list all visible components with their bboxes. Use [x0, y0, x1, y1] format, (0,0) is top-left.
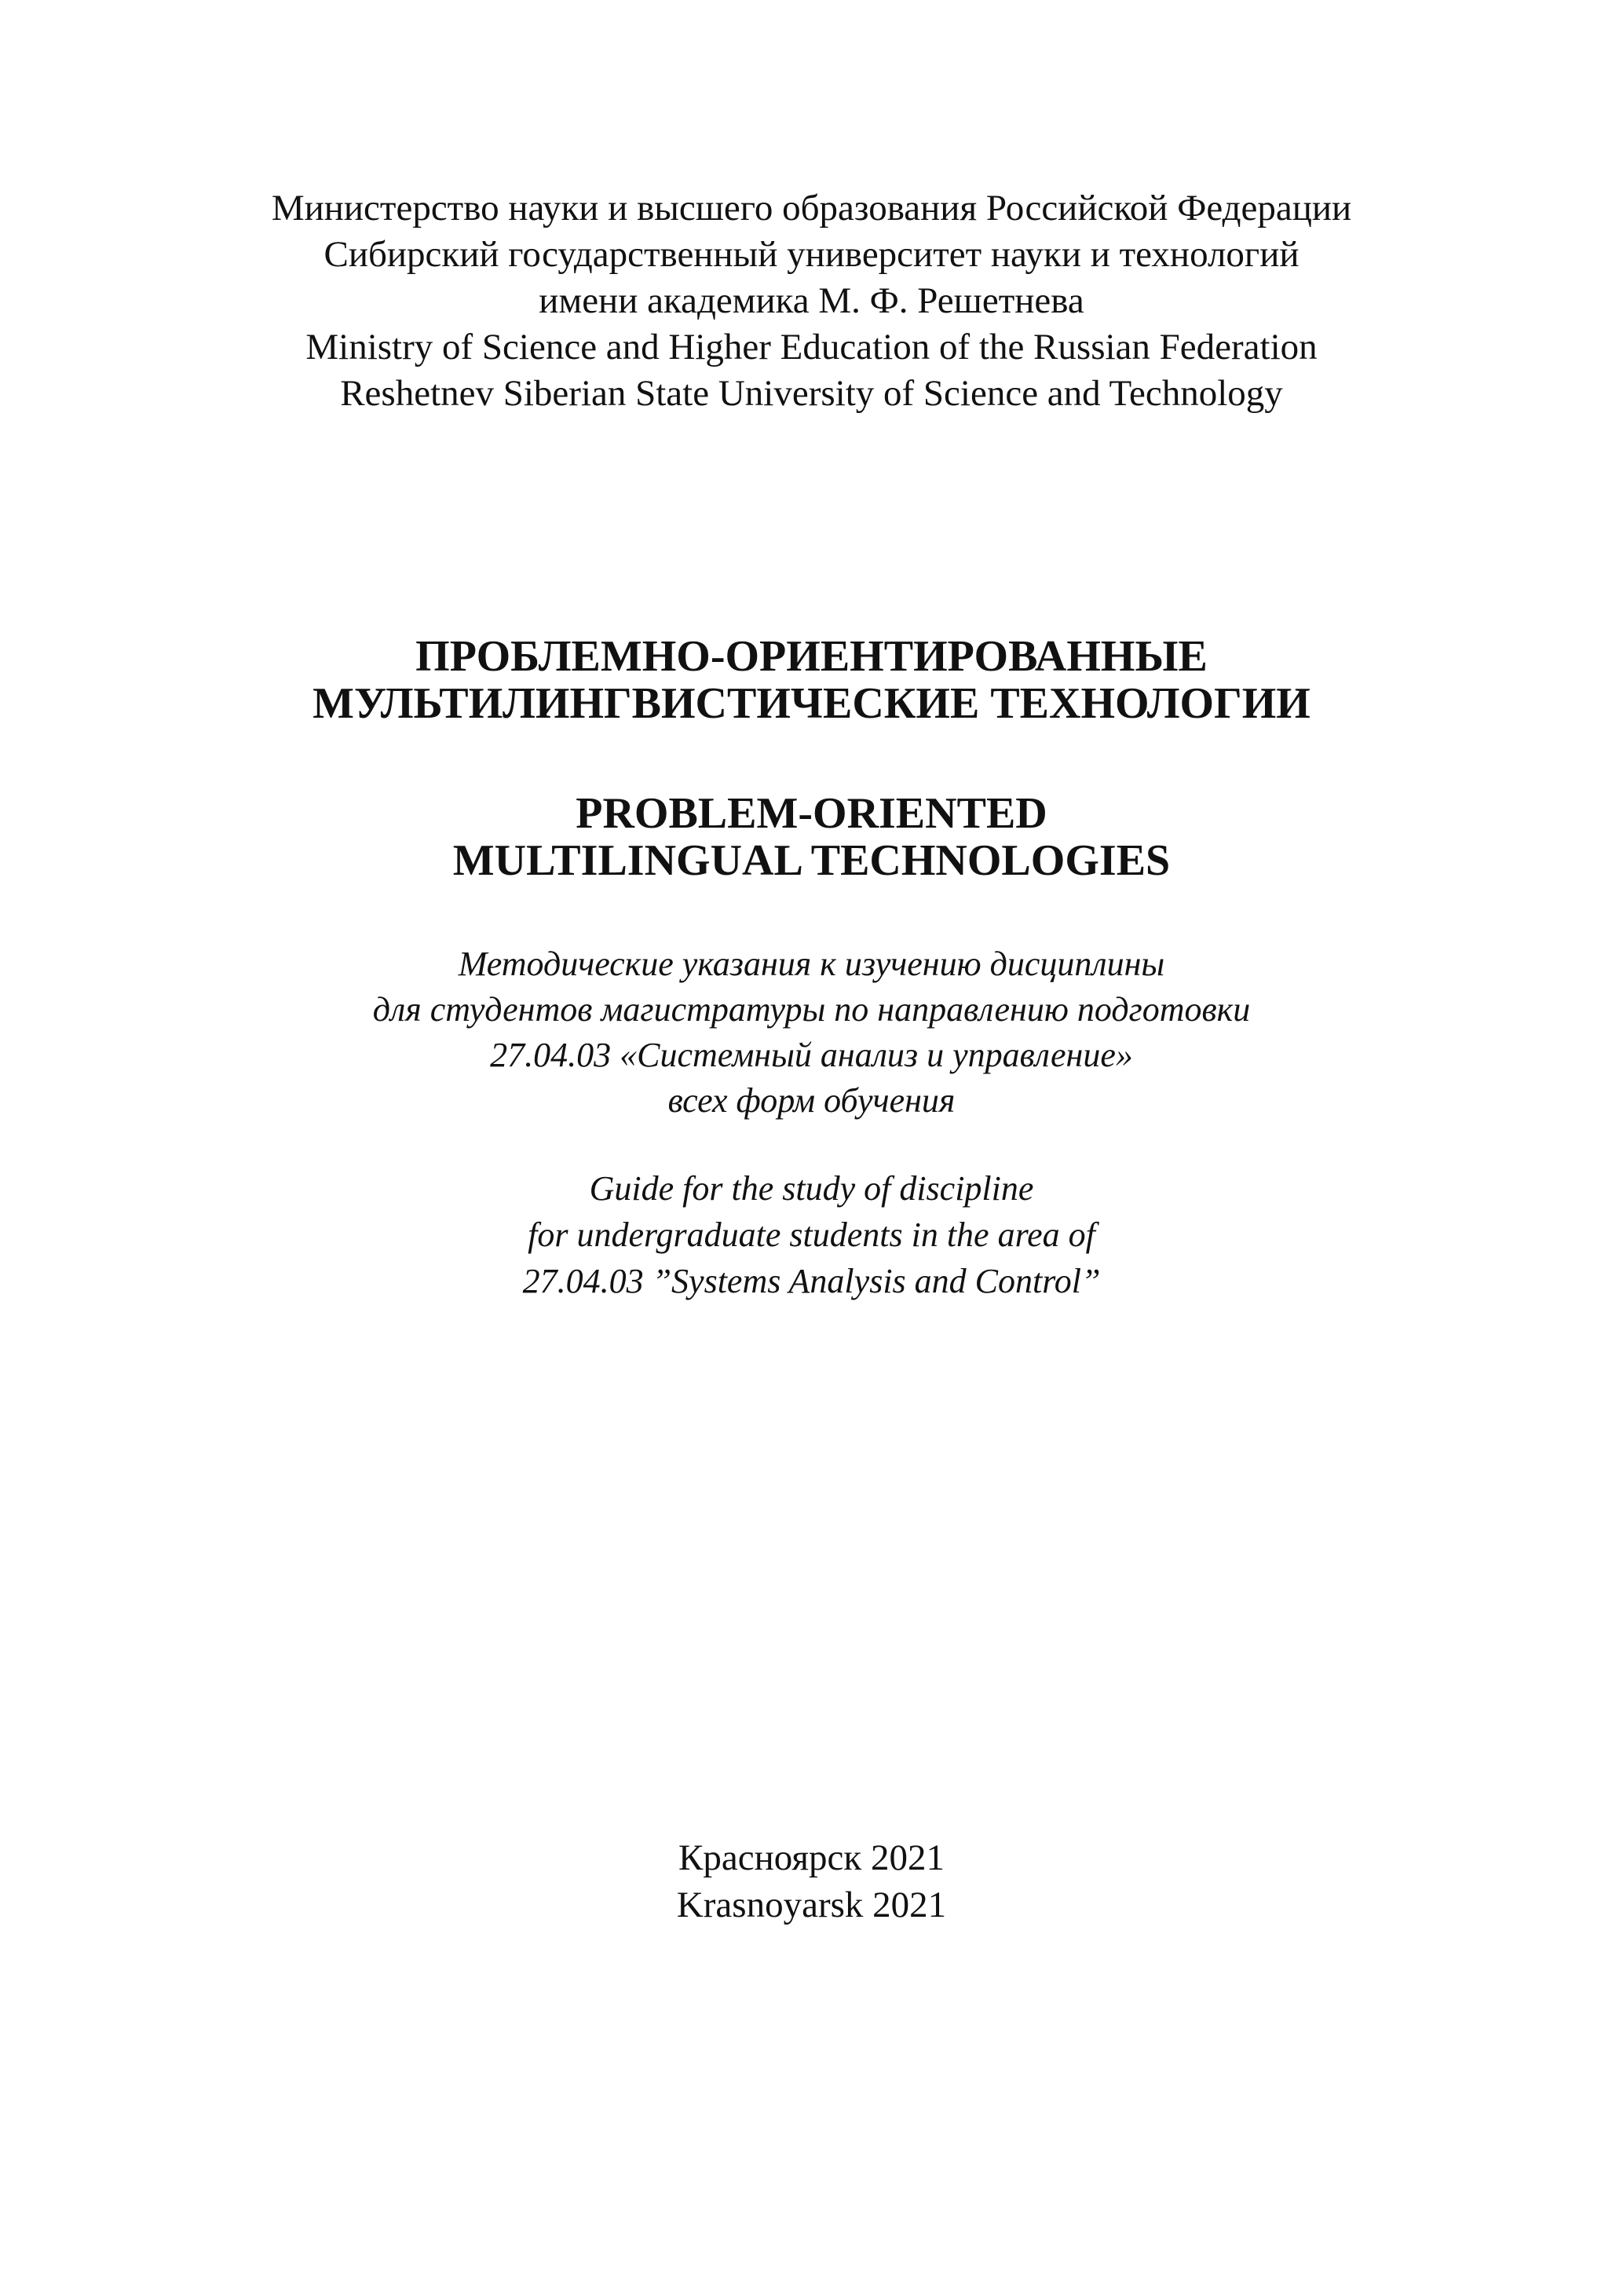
subtitle-ru-line-4: всех форм обучения	[667, 1081, 956, 1120]
title-ru-line-1: ПРОБЛЕМНО-ОРИЕНТИРОВАННЫЕ	[415, 632, 1208, 681]
subtitle-en-line-2: for undergraduate students in the area of	[528, 1216, 1095, 1254]
ministry-name-en: Ministry of Science and Higher Education of the Russian Federation	[305, 327, 1318, 367]
title-en-line-2: MULTILINGUAL TECHNOLOGIES	[452, 836, 1171, 885]
university-name-en: Reshetnev Siberian State University of Science and Technology	[340, 373, 1283, 414]
subtitle-en-line-1: Guide for the study of discipline	[589, 1169, 1034, 1208]
university-name-ru: Сибирский государственный университет науки и технологий	[324, 234, 1299, 275]
document-title-en	[118, 790, 1505, 884]
institution-header	[118, 185, 1505, 417]
university-namesake-ru: имени академика М. Ф. Решетнева	[539, 280, 1084, 321]
title-en-line-1: PROBLEM-ORIENTED	[576, 789, 1047, 838]
subtitle-en-line-3: 27.04.03 ”Systems Analysis and Control”	[522, 1262, 1101, 1300]
document-subtitle-ru	[118, 941, 1505, 1124]
document-title-ru	[118, 633, 1505, 727]
subtitle-ru-line-2: для студентов магистратуры по направлению подготовки	[372, 990, 1251, 1029]
document-subtitle-en	[118, 1165, 1505, 1304]
city-year-en: Krasnoyarsk 2021	[676, 1885, 947, 1925]
title-ru-line-2: МУЛЬТИЛИНГВИСТИЧЕСКИЕ ТЕХНОЛОГИИ	[313, 679, 1310, 728]
subtitle-ru-line-3: 27.04.03 «Системный анализ и управление»	[490, 1036, 1133, 1074]
ministry-name-ru: Министерство науки и высшего образования Российской Федерации	[271, 188, 1352, 229]
city-year-ru: Красноярск 2021	[678, 1837, 945, 1878]
place-and-year	[118, 1834, 1505, 1929]
subtitle-ru-line-1: Методические указания к изучению дисциплины	[458, 945, 1165, 983]
